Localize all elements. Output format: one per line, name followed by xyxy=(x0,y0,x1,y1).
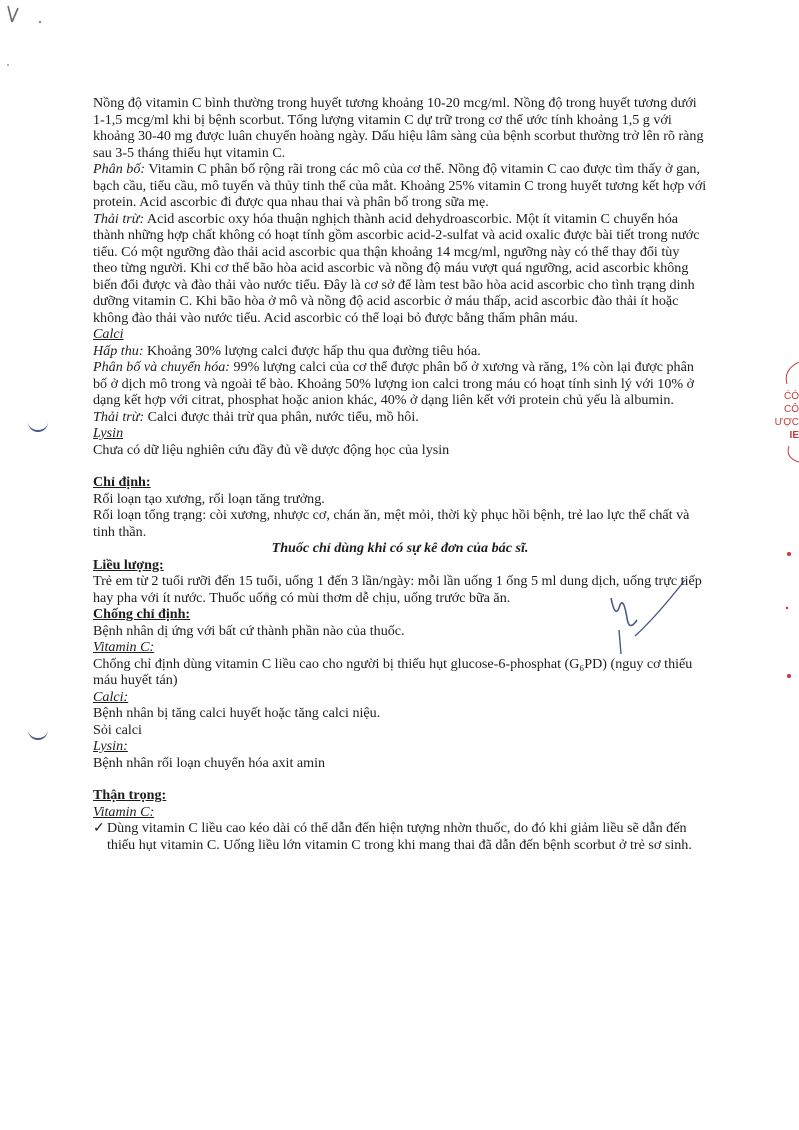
stamp-fragment-4: IE xyxy=(789,430,799,441)
calci-absorption-paragraph xyxy=(93,343,707,360)
calci-absorption-label: Hấp thu: xyxy=(93,342,144,359)
spacer xyxy=(93,458,707,474)
spacer xyxy=(93,771,707,787)
contra-calci-line: Bệnh nhân bị tăng calci huyết hoặc tăng calci niệu. xyxy=(93,705,381,721)
punch-hole-mark-bottom xyxy=(28,716,48,740)
vitc-distribution-text: Vitamin C phân bố rộng rãi trong các mô của cơ thể. Nồng độ vitamin C cao được tìm thấy ở gan, bạch cầu, tiểu cầu, mô tuyến và thủy tinh thể của mắt. Khoảng 25% vitamin C trong huyết tương kết hợp với protein. Acid ascorbic đi được qua nhau thai và phân bố trong sữa mẹ. xyxy=(93,161,707,210)
calci-distribution-label: Phân bố và chuyển hóa: xyxy=(93,359,230,375)
caution-item xyxy=(93,820,707,853)
vitc-distribution-label: Phân bố: xyxy=(93,161,146,177)
caution-heading: Thận trọng: xyxy=(93,787,167,803)
vitc-elimination-text: Acid ascorbic oxy hóa thuận nghịch thành acid dehydroascorbic. Một ít vitamin C chuyển hóa thành những hợp chất không có hoạt tính gồm ascorbic acid-2-sulfat và acid oxalic được bài tiết trong nước tiểu. Có một ngưỡng đào thải acid ascorbic qua thận khoảng 14 mcg/ml, ngưỡng này có thể thay đổi tùy theo từng người. Khi cơ thể bão hòa acid ascorbic và nồng độ máu vượt quá ngưỡng, acid ascorbic không biến đổi được và đào thải vào nước tiểu. Đây là cơ sở để làm test bão hòa acid ascorbic cho tình trạng dinh dưỡng vitamin C. Khi bão hòa ở mô và nồng độ acid ascorbic ở máu thấp, acid ascorbic đào thải ít hoặc không đào thải vào nước tiểu. Acid ascorbic có thể loại bỏ được bằng thẩm phân máu. xyxy=(93,210,700,326)
vitc-intro-paragraph: Nồng độ vitamin C bình thường trong huyết tương khoảng 10-20 mcg/ml. Nồng độ trong huyết tương dưới 1-1,5 mcg/ml khi bị bệnh scorbut. Tổng lượng vitamin C dự trữ trong cơ thể ước tính khoảng 1,5 g với khoảng 30-40 mg được luân chuyển hoàng ngày. Dấu hiệu lâm sàng của bệnh scorbut thường trở lên rõ ràng sau 3-5 tháng thiếu hụt vitamin C. xyxy=(93,95,704,161)
indication-item: Rối loạn tạo xương, rối loạn tăng trưởng. xyxy=(93,490,325,507)
document-body xyxy=(93,95,707,853)
contra-vitc-text: Chống chỉ định dùng vitamin C liều cao cho người bị thiếu hụt glucose-6-phosphat (G₆PD) (nguy cơ thiếu máu huyết tán) xyxy=(93,655,693,688)
contraindication-general: Bệnh nhân dị ứng với bất cứ thành phần nào của thuốc. xyxy=(93,622,405,639)
calci-elimination-paragraph xyxy=(93,409,707,426)
stamp-fragment-1: ĆÓ xyxy=(784,391,799,402)
indication-item: Rối loạn tổng trạng: còi xương, nhược cơ, chán ăn, mệt mỏi, thời kỳ phục hồi bệnh, trẻ lao lực thể chất và tinh thần. xyxy=(93,507,690,540)
stamp-text xyxy=(773,390,799,442)
lysin-paragraph: Chưa có dữ liệu nghiên cứu đầy đủ về dược động học của lysin xyxy=(93,441,450,458)
stamp-fragment-2: CÔ xyxy=(784,404,799,415)
caution-vitc-text: Dùng vitamin C liều cao kéo dài có thể dẫn đến hiện tượng nhờn thuốc, do đó khi giảm liều sẽ dẫn đến thiếu hụt vitamin C. Uống liều lớn vitamin C trong khi mang thai đã dẫn đến bệnh scorbut ở trẻ sơ sinh. xyxy=(107,820,692,853)
calci-absorption-text: Khoảng 30% lượng calci được hấp thu qua đường tiêu hóa. xyxy=(143,342,481,359)
punch-hole-mark-top xyxy=(28,408,48,432)
caution-vitc-title: Vitamin C: xyxy=(93,803,155,820)
calci-elimination-label: Thải trừ: xyxy=(93,408,145,425)
scan-corner-mark xyxy=(0,0,60,70)
checkmark-icon: ✓ xyxy=(93,820,105,836)
prescription-note: Thuốc chỉ dùng khi có sự kê đơn của bác sĩ. xyxy=(271,540,529,556)
calci-title: Calci xyxy=(93,326,124,342)
contraindications-heading: Chống chỉ định: xyxy=(93,606,191,622)
vitc-distribution-paragraph xyxy=(93,161,707,211)
calci-distribution-text: 99% lượng calci của cơ thể được phân bố ở xương và răng, 1% còn lại được phân bố ở dịch mô trong và ngoài tế bào. Khoảng 50% lượng ion calci trong máu có hoạt tính sinh lý với 10% ở dạng kết hợp với citrat, phosphat hoặc anion khác, 40% ở dạng liên kết với protein chủ yếu là albumin. xyxy=(93,359,695,408)
red-stamp-lower-edge xyxy=(773,548,799,688)
stamp-fragment-3: ƯỢC xyxy=(774,417,799,428)
indications-heading: Chỉ định: xyxy=(93,474,151,490)
contra-calci-title: Calci: xyxy=(93,688,129,705)
contra-vitc-title: Vitamin C: xyxy=(93,639,155,655)
calci-elimination-text: Calci được thải trừ qua phân, nước tiểu, mồ hôi. xyxy=(144,408,419,425)
contra-lysin-text: Bệnh nhân rối loạn chuyển hóa axit amin xyxy=(93,754,326,771)
contra-calci-line: Sỏi calci xyxy=(93,721,142,738)
vitc-elimination-label: Thải trừ: xyxy=(93,210,145,227)
calci-distribution-paragraph xyxy=(93,359,707,409)
vitc-elimination-paragraph xyxy=(93,211,707,327)
dosage-paragraph: Trẻ em từ 2 tuổi rưỡi đến 15 tuổi, uống 1 đến 3 lần/ngày: mỗi lần uống 1 ống 5 ml dung dịch, uống trực tiếp hay pha với ít nước. Thuốc uống có mùi thơm dễ chịu, uống trước bữa ăn. xyxy=(93,573,702,606)
dosage-heading: Liều lượng: xyxy=(93,556,164,573)
lysin-title: Lysin xyxy=(93,425,124,441)
contra-lysin-title: Lysin: xyxy=(93,738,128,754)
